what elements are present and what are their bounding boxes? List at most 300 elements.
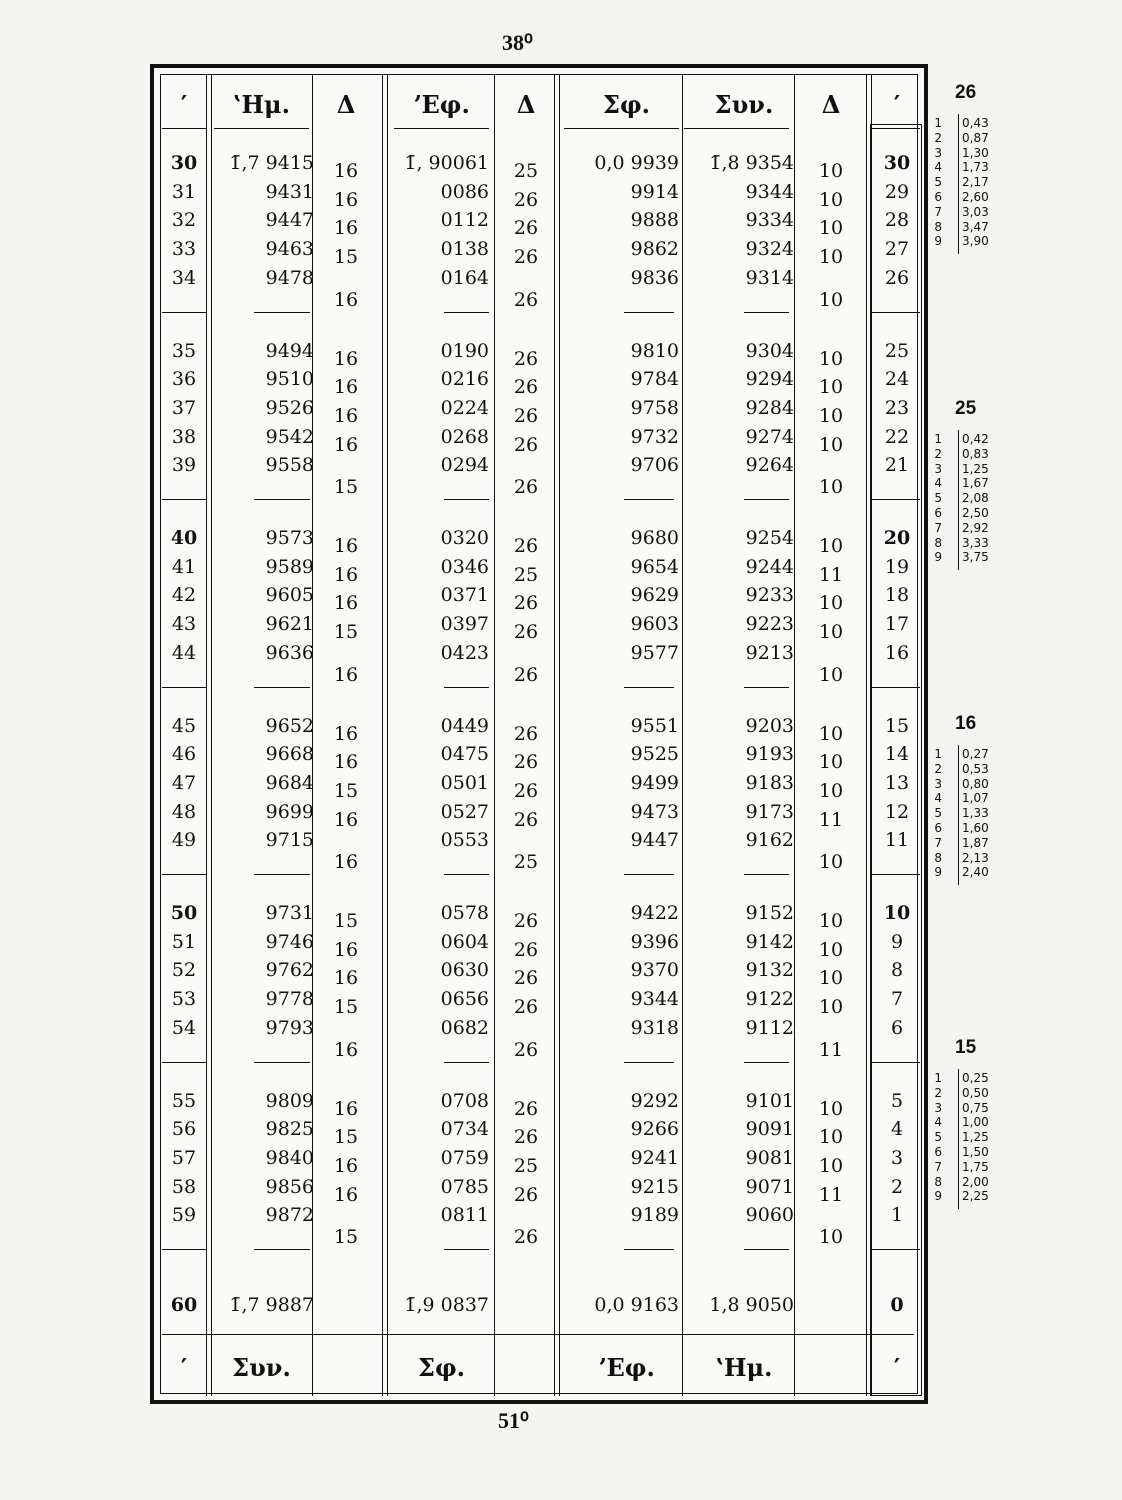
column-header: Συν. [714,90,774,119]
bottom-degree-label: 51⁰ [498,1408,529,1433]
table-cell-syn: 9223 [745,613,794,636]
group-rule [872,499,920,500]
delta-cell: 10 [818,535,844,557]
group-rule [624,1249,674,1250]
final-row-cell-mr: 0 [890,1294,904,1316]
column-divider [554,74,555,1396]
table-cell-sf: 9266 [630,1118,679,1141]
pp-index: 2 [934,1085,942,1100]
pp-index: 7 [934,204,942,219]
delta-cell: 15 [333,910,359,932]
pp-value: 1,50 [962,1145,989,1159]
table-cell-hm: 9589 [265,555,314,578]
delta-cell: 26 [513,1183,539,1206]
delta-cell: 15 [333,1226,359,1249]
delta-cell: 10 [818,851,844,874]
delta-cell: 10 [818,376,844,399]
table-cell-mr: 2 [890,1175,904,1198]
delta-cell: 26 [513,476,539,499]
table-cell-mr: 4 [890,1118,904,1141]
delta-cell: 10 [818,1226,844,1249]
table-cell-m: 53 [171,988,197,1011]
delta-cell: 16 [333,967,359,990]
pp-value: 2,60 [962,190,989,204]
table-cell-m: 58 [171,1175,197,1198]
table-cell-hm: 9840 [265,1146,314,1169]
table-cell-mr: 11 [884,829,910,852]
column-header: ʼΕφ. [413,90,470,119]
delta-cell: 16 [333,663,359,686]
group-rule [162,499,206,500]
delta-cell: 10 [818,1154,844,1177]
delta-cell: 16 [333,160,359,182]
pp-title: 16 [955,713,977,734]
table-cell-hm: 9510 [265,368,314,391]
column-footer: ʽΗμ. [715,1353,773,1382]
delta-cell: 10 [818,160,844,182]
group-rule [872,874,920,875]
delta-cell: 10 [818,1097,844,1120]
pp-value: 1,67 [962,476,989,491]
column-divider [382,74,383,1396]
delta-cell: 15 [333,779,359,802]
pp-value: 2,08 [962,491,989,506]
pp-value: 2,13 [962,850,989,865]
table-cell-mr: 16 [884,641,910,664]
pp-index: 1 [934,1071,942,1085]
group-rule [624,1062,674,1063]
table-cell-syn: 9244 [745,555,794,578]
table-cell-m: 50 [170,902,198,924]
final-row-cell-hm: 1̄,7 9887 [229,1294,314,1316]
table-cell-hm: 1̄,7 9415 [229,152,314,174]
pp-index: 4 [934,160,942,175]
group-rule [162,687,206,688]
final-row-cell-ef: 1̄,9 0837 [404,1294,489,1316]
delta-cell: 16 [333,288,359,311]
pp-value: 3,90 [962,234,989,249]
table-cell-m: 37 [171,396,197,419]
group-rule [744,874,789,875]
column-divider [494,74,495,1396]
pp-index: 2 [934,761,942,776]
delta-cell: 26 [513,376,539,399]
pp-value: 0,50 [962,1085,989,1100]
column-footer: ′ [180,1353,188,1382]
table-cell-sf: 9888 [630,209,679,232]
table-cell-syn: 9334 [745,209,794,232]
table-cell-m: 40 [170,527,198,549]
delta-cell: 26 [513,1097,539,1120]
delta-cell: 26 [513,663,539,686]
delta-cell: 26 [513,910,539,932]
pp-index: 5 [934,1130,942,1145]
delta-cell: 16 [333,592,359,615]
table-cell-m: 45 [171,714,197,737]
delta-cell: 10 [818,246,844,269]
table-cell-mr: 26 [884,266,910,289]
pp-index: 6 [934,506,942,520]
table-cell-syn: 9173 [745,800,794,823]
table-cell-hm: 9699 [265,800,314,823]
pp-value: 2,17 [962,175,989,190]
table-cell-ef: 0423 [440,641,489,664]
table-cell-m: 52 [171,959,197,982]
group-rule [254,312,310,313]
pp-value: 2,40 [962,865,989,880]
table-cell-ef: 0656 [440,988,489,1011]
column-footer: Σφ. [417,1353,466,1382]
pp-value: 0,43 [962,116,989,130]
table-cell-sf: 9551 [630,714,679,737]
table-cell-mr: 21 [884,454,910,477]
table-cell-ef: 0553 [440,829,489,852]
delta-cell: 15 [333,996,359,1019]
pp-index: 3 [934,1100,942,1115]
table-cell-sf: 9215 [630,1175,679,1198]
pp-divider [958,430,959,570]
delta-cell: 16 [333,347,359,370]
table-cell-syn: 9071 [745,1175,794,1198]
delta-cell: 10 [818,288,844,311]
pp-index: 7 [934,835,942,850]
pp-value: 2,92 [962,520,989,535]
table-cell-m: 56 [171,1118,197,1141]
column-divider [211,74,212,1396]
table-cell-sf: 9292 [630,1089,679,1112]
delta-cell: 26 [513,621,539,644]
table-cell-sf: 9680 [630,527,679,549]
table-cell-hm: 9573 [265,527,314,549]
pp-value: 0,80 [962,776,989,791]
table-cell-syn: 1̄,8 9354 [709,152,794,174]
column-header: Δ [516,90,536,119]
pp-index: 8 [934,535,942,550]
table-cell-hm: 9431 [265,180,314,203]
group-rule [254,499,310,500]
delta-cell: 10 [818,938,844,961]
delta-cell: 26 [513,996,539,1019]
delta-cell: 26 [513,808,539,831]
table-cell-m: 59 [171,1204,197,1227]
table-cell-ef: 0112 [440,209,489,232]
delta-cell: 16 [333,433,359,456]
table-cell-ef: 0785 [440,1175,489,1198]
delta-cell: 26 [513,246,539,269]
group-rule [744,499,789,500]
delta-cell: 10 [818,910,844,932]
group-rule [162,874,206,875]
delta-cell: 10 [818,722,844,745]
table-cell-syn: 9193 [745,743,794,766]
table-cell-syn: 9060 [745,1204,794,1227]
pp-index: 7 [934,1159,942,1174]
group-rule [872,1249,920,1250]
table-cell-ef: 0346 [440,555,489,578]
group-rule [744,687,789,688]
final-row-cell-syn: 1,8 9050 [709,1294,794,1316]
pp-value: 1,60 [962,821,989,835]
table-cell-syn: 9112 [745,1016,794,1039]
table-cell-ef: 0578 [440,902,489,924]
group-rule [162,1249,206,1250]
table-cell-hm: 9494 [265,339,314,362]
table-cell-mr: 8 [890,959,904,982]
pp-index: 3 [934,145,942,160]
column-divider [559,74,560,1396]
table-cell-mr: 23 [884,396,910,419]
table-cell-sf: 9654 [630,555,679,578]
table-cell-hm: 9778 [265,988,314,1011]
final-row-cell-sf: 0,0 9163 [594,1294,679,1316]
delta-cell: 10 [818,751,844,774]
pp-value: 1,07 [962,791,989,806]
table-cell-ef: 0224 [440,396,489,419]
table-cell-mr: 10 [883,902,911,924]
pp-index: 9 [934,550,942,565]
delta-cell: 26 [513,592,539,615]
delta-cell: 16 [333,1154,359,1177]
delta-cell: 10 [818,476,844,499]
delta-cell: 16 [333,563,359,586]
table-cell-mr: 18 [884,584,910,607]
delta-cell: 10 [818,621,844,644]
column-header: ′ [893,90,901,119]
table-cell-m: 46 [171,743,197,766]
delta-cell: 26 [513,404,539,427]
table-cell-hm: 9825 [265,1118,314,1141]
delta-cell: 10 [818,347,844,370]
table-cell-mr: 22 [884,425,910,448]
group-rule [444,874,489,875]
pp-value: 1,73 [962,160,989,175]
table-cell-sf: 9577 [630,641,679,664]
delta-cell: 16 [333,751,359,774]
table-cell-m: 32 [171,209,197,232]
pp-index: 7 [934,520,942,535]
column-divider [387,74,388,1396]
delta-cell: 10 [818,779,844,802]
table-cell-mr: 5 [890,1089,904,1112]
delta-cell: 26 [513,217,539,240]
group-rule [872,312,920,313]
pp-index: 8 [934,850,942,865]
pp-index: 5 [934,806,942,821]
column-footer: ′ [893,1353,901,1382]
group-rule [254,874,310,875]
pp-value: 0,83 [962,446,989,461]
table-cell-syn: 9152 [745,902,794,924]
delta-cell: 15 [333,621,359,644]
column-header: ʽΗμ. [233,90,290,119]
table-cell-syn: 9324 [745,238,794,261]
table-cell-mr: 24 [884,368,910,391]
column-footer: ʼΕφ. [598,1353,655,1382]
table-cell-sf: 9629 [630,584,679,607]
table-cell-m: 51 [171,930,197,953]
table-cell-sf: 9810 [630,339,679,362]
delta-cell: 26 [513,1126,539,1149]
table-cell-ef: 0630 [440,959,489,982]
group-rule [162,1062,206,1063]
table-cell-syn: 9203 [745,714,794,737]
table-cell-hm: 9793 [265,1016,314,1039]
delta-cell: 26 [513,967,539,990]
table-cell-hm: 9526 [265,396,314,419]
table-cell-sf: 9447 [630,829,679,852]
pp-index: 9 [934,1189,942,1204]
table-cell-ef: 0397 [440,613,489,636]
table-cell-mr: 25 [884,339,910,362]
table-cell-m: 30 [170,152,198,174]
delta-cell: 16 [333,404,359,427]
table-cell-hm: 9463 [265,238,314,261]
table-cell-hm: 9558 [265,454,314,477]
delta-cell: 26 [513,722,539,745]
table-cell-sf: 9836 [630,266,679,289]
delta-cell: 10 [818,663,844,686]
table-cell-ef: 0708 [440,1089,489,1112]
delta-cell: 10 [818,1126,844,1149]
table-cell-m: 48 [171,800,197,823]
table-cell-m: 57 [171,1146,197,1169]
table-cell-m: 41 [171,555,197,578]
table-cell-syn: 9132 [745,959,794,982]
delta-cell: 26 [513,1226,539,1249]
group-rule [624,687,674,688]
final-rule [162,1334,914,1335]
table-cell-hm: 9605 [265,584,314,607]
delta-cell: 26 [513,1038,539,1061]
delta-cell: 25 [513,563,539,586]
top-degree-label: 38⁰ [502,30,533,55]
delta-cell: 26 [513,288,539,311]
delta-cell: 26 [513,751,539,774]
table-cell-syn: 9091 [745,1118,794,1141]
pp-value: 1,25 [962,1130,989,1145]
table-cell-mr: 13 [884,771,910,794]
group-rule [744,1062,789,1063]
table-cell-mr: 12 [884,800,910,823]
delta-cell: 16 [333,217,359,240]
table-cell-hm: 9856 [265,1175,314,1198]
delta-cell: 15 [333,1126,359,1149]
pp-divider [958,1069,959,1209]
delta-cell: 16 [333,938,359,961]
table-cell-hm: 9746 [265,930,314,953]
table-cell-m: 47 [171,771,197,794]
header-rule [162,128,206,129]
column-divider [206,74,207,1396]
pp-value: 1,25 [962,461,989,476]
pp-index: 5 [934,491,942,506]
table-cell-mr: 6 [890,1016,904,1039]
table-cell-sf: 9396 [630,930,679,953]
pp-index: 6 [934,1145,942,1159]
table-cell-mr: 17 [884,613,910,636]
table-cell-m: 44 [171,641,197,664]
header-rule [564,128,679,129]
group-rule [444,1062,489,1063]
group-rule [624,499,674,500]
group-rule [162,312,206,313]
pp-index: 1 [934,432,942,446]
table-cell-sf: 9914 [630,180,679,203]
table-cell-sf: 9370 [630,959,679,982]
delta-cell: 26 [513,535,539,557]
pp-value: 2,00 [962,1174,989,1189]
pp-index: 8 [934,219,942,234]
pp-divider [958,745,959,885]
delta-cell: 26 [513,779,539,802]
pp-index: 2 [934,130,942,145]
table-cell-sf: 0,0 9939 [594,152,679,174]
pp-index: 4 [934,476,942,491]
table-cell-hm: 9715 [265,829,314,852]
table-cell-ef: 0320 [440,527,489,549]
table-cell-hm: 9809 [265,1089,314,1112]
delta-cell: 25 [513,160,539,182]
pp-value: 1,33 [962,806,989,821]
pp-index: 5 [934,175,942,190]
table-cell-mr: 1 [890,1204,904,1227]
table-cell-sf: 9784 [630,368,679,391]
table-cell-syn: 9081 [745,1146,794,1169]
column-header: Δ [821,90,841,119]
table-cell-ef: 0190 [440,339,489,362]
delta-cell: 16 [333,1183,359,1206]
delta-cell: 25 [513,851,539,874]
pp-title: 15 [955,1037,977,1058]
table-cell-ef: 0086 [440,180,489,203]
delta-cell: 26 [513,347,539,370]
group-rule [254,1249,310,1250]
table-cell-hm: 9731 [265,902,314,924]
table-cell-syn: 9264 [745,454,794,477]
group-rule [872,687,920,688]
pp-index: 4 [934,791,942,806]
pp-value: 0,75 [962,1100,989,1115]
table-cell-syn: 9162 [745,829,794,852]
pp-index: 1 [934,747,942,761]
delta-cell: 16 [333,188,359,211]
group-rule [624,312,674,313]
table-cell-mr: 27 [884,238,910,261]
table-cell-hm: 9684 [265,771,314,794]
pp-index: 8 [934,1174,942,1189]
delta-cell: 25 [513,1154,539,1177]
table-cell-ef: 0475 [440,743,489,766]
table-cell-sf: 9862 [630,238,679,261]
table-cell-m: 38 [171,425,197,448]
table-cell-syn: 9122 [745,988,794,1011]
table-cell-sf: 9499 [630,771,679,794]
group-rule [744,312,789,313]
table-cell-sf: 9473 [630,800,679,823]
table-cell-mr: 20 [883,527,911,549]
group-rule [444,312,489,313]
table-cell-sf: 9706 [630,454,679,477]
pp-index: 3 [934,776,942,791]
table-cell-syn: 9284 [745,396,794,419]
table-cell-sf: 9318 [630,1016,679,1039]
pp-index: 9 [934,865,942,880]
table-cell-ef: 0734 [440,1118,489,1141]
pp-index: 1 [934,116,942,130]
group-rule [744,1249,789,1250]
table-cell-m: 42 [171,584,197,607]
group-rule [444,1249,489,1250]
